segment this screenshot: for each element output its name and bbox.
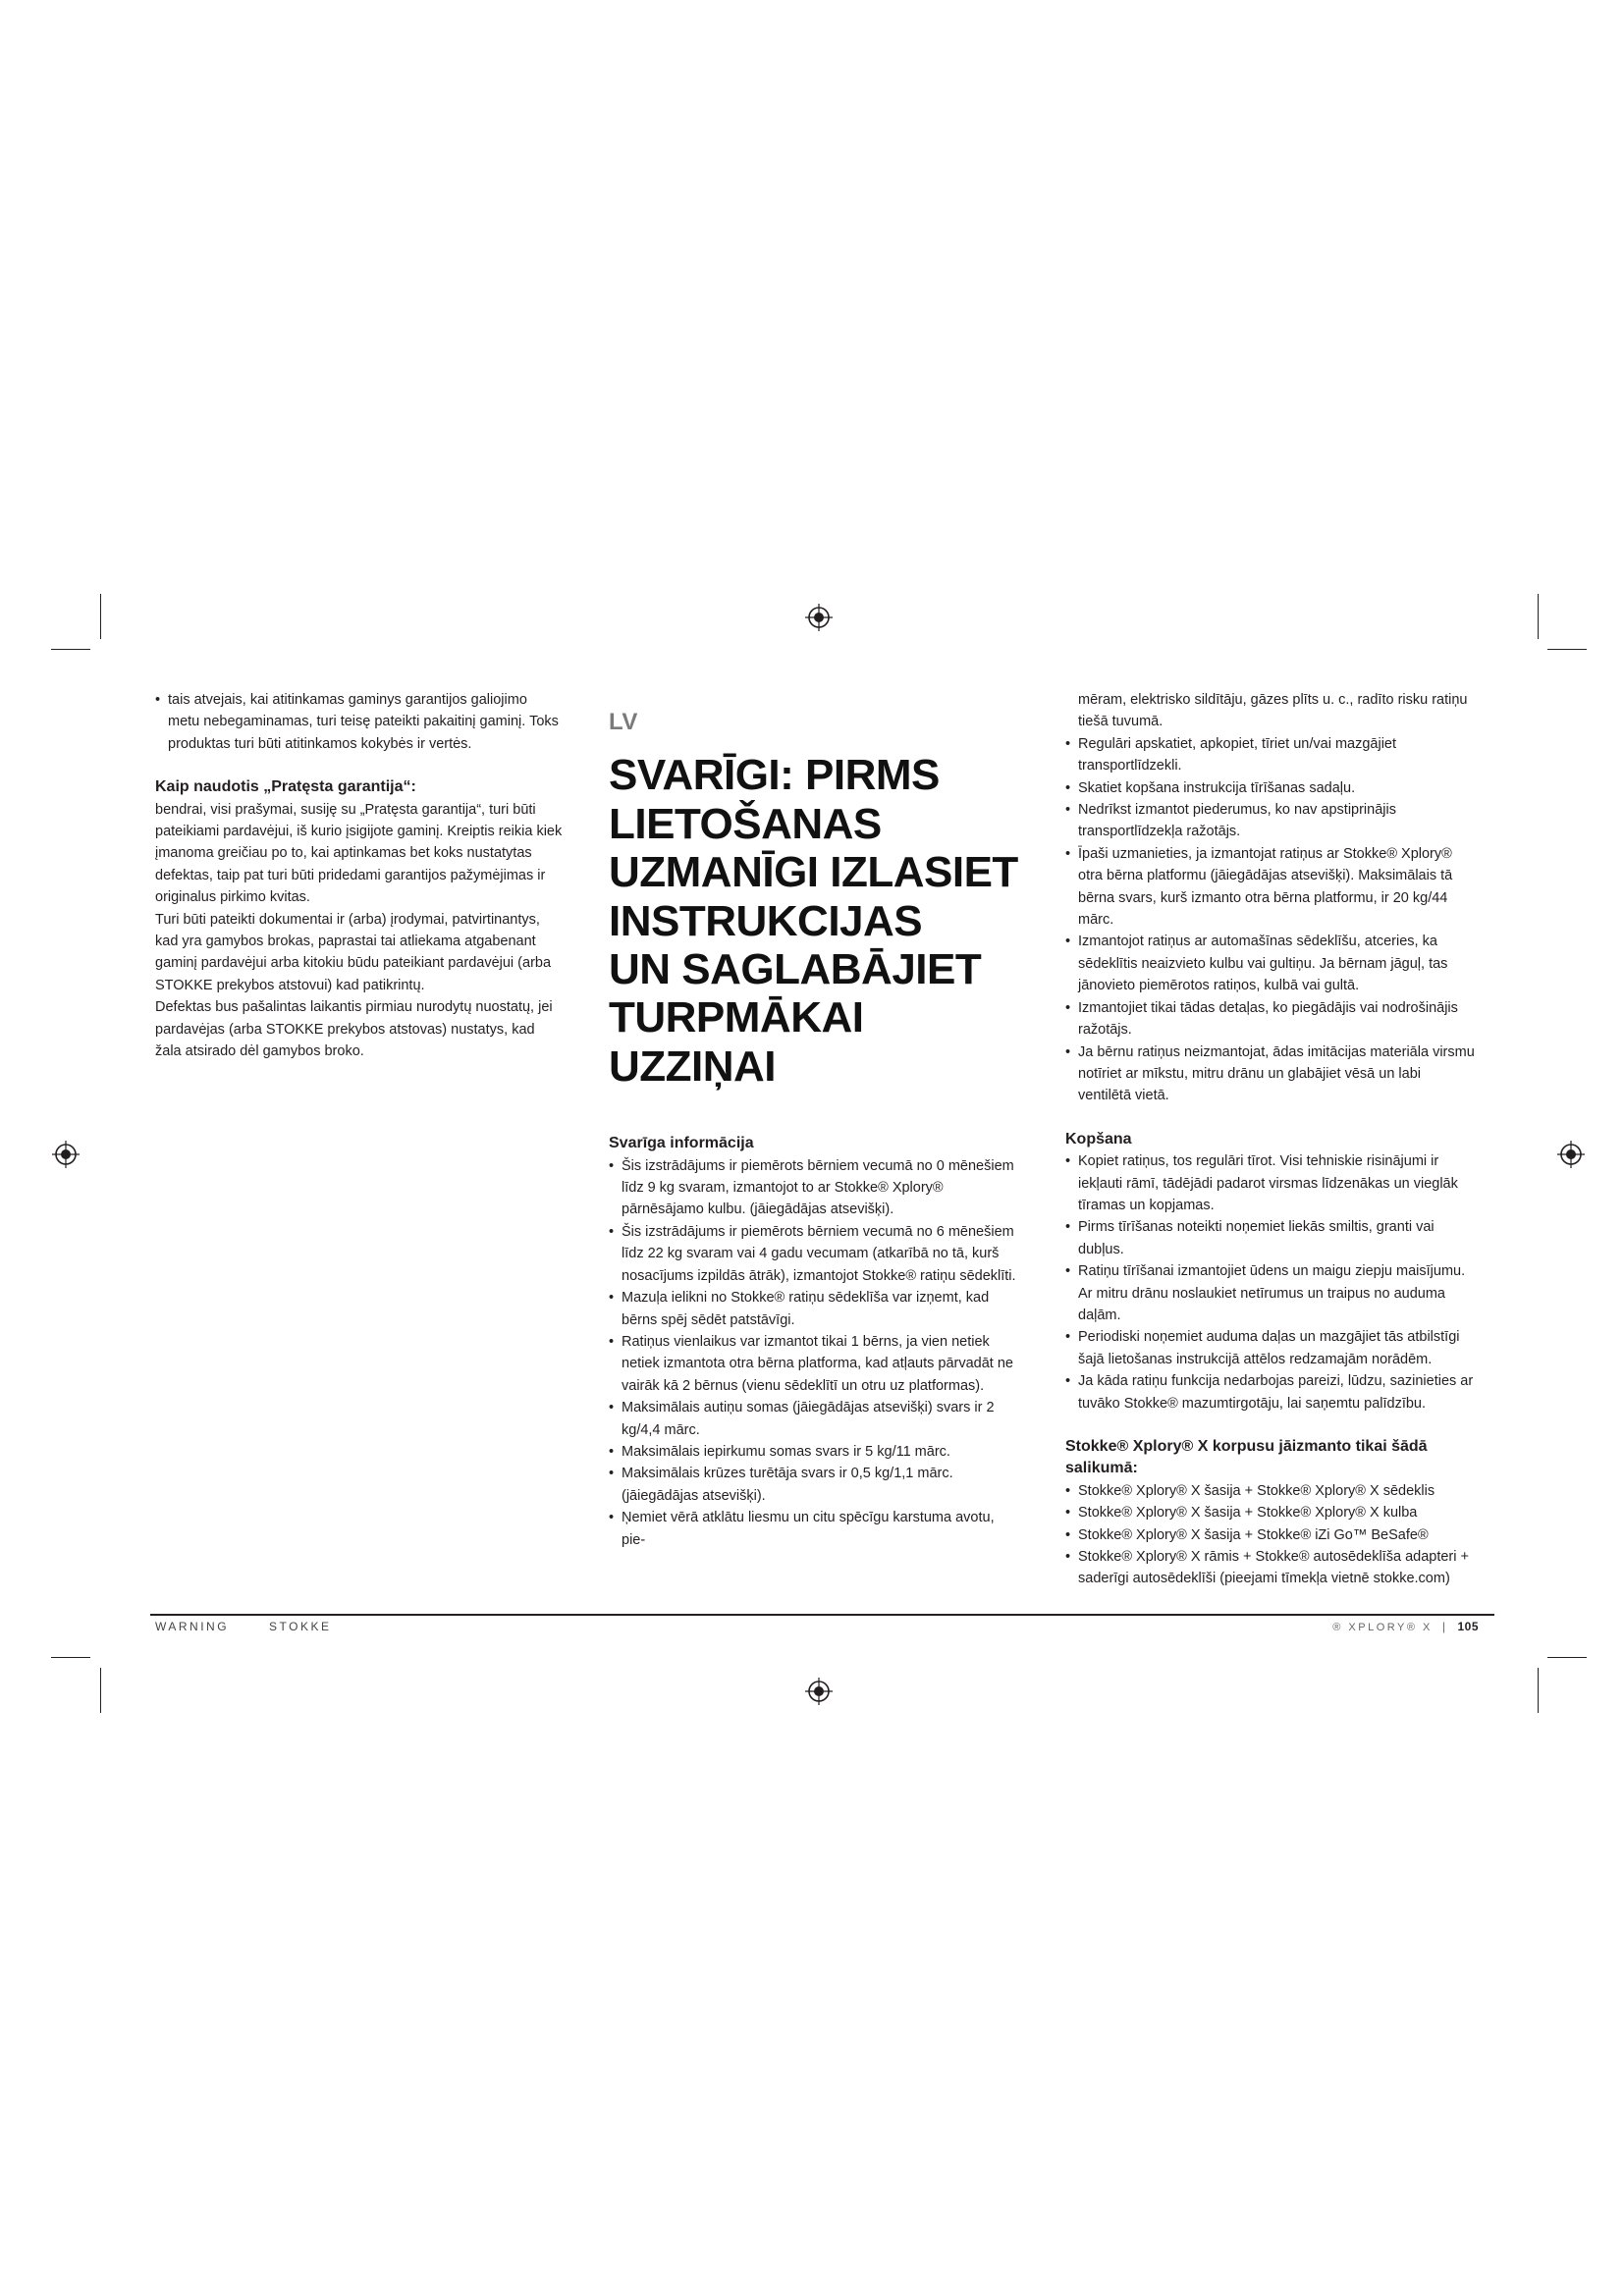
crop-mark-br-h xyxy=(1547,1657,1587,1658)
footer-rule xyxy=(150,1614,1494,1616)
title-line: UN SAGLABĀJIET xyxy=(609,945,982,994)
list-item: • Šis izstrādājums ir piemērots bērniem vecumā no 6 mēnešiem līdz 22 kg svaram vai 4 gadu vecumam (atkarībā no tā, kurš nosacījums izpildās ātrāk), izmantojot Stokke® ratiņu sēdeklīti. xyxy=(609,1221,1021,1287)
list-item: • Ratiņus vienlaikus var izmantot tikai 1 bērns, ja vien netiek netiek izmantota otra bērna platforma, kad atļauts pārvadāt ne vairāk kā 2 bērnus (vienu sēdeklītī un otru uz platformas). xyxy=(609,1331,1021,1397)
list-item: • Maksimālais autiņu somas (jāiegādājas atsevišķi) svars ir 2 kg/4,4 mārc. xyxy=(609,1397,1021,1441)
column-left xyxy=(155,689,563,1063)
list-item: • Ja bērnu ratiņus neizmantojat, ādas imitācijas materiāla virsmu notīriet ar mīkstu, mitru drānu un glabājiet vēsā un labi ventilētā vietā. xyxy=(1065,1041,1478,1107)
list-item: • Ja kāda ratiņu funkcija nedarbojas pareizi, lūdzu, sazinieties ar tuvāko Stokke® mazumtirgotāju, lai saņemtu palīdzību. xyxy=(1065,1370,1478,1415)
list-item: • Periodiski noņemiet auduma daļas un mazgājiet tās atbilstīgi šajā lietošanas instrukcijā attēlos redzamajām norādēm. xyxy=(1065,1326,1478,1370)
list-item: • Nedrīkst izmantot piederumus, ko nav apstiprinājis transportlīdzekļa ražotājs. xyxy=(1065,799,1478,843)
registration-mark-bottom xyxy=(804,1677,834,1706)
list-item: • Stokke® Xplory® X šasija + Stokke® iZi Go™ BeSafe® xyxy=(1065,1524,1478,1546)
list-item: • Regulāri apskatiet, apkopiet, tīriet un/vai mazgājiet transportlīdzekli. xyxy=(1065,733,1478,777)
list-item: • Mazuļa ielikni no Stokke® ratiņu sēdeklīša var izņemt, kad bērns spēj sēdēt patstāvīgi. xyxy=(609,1287,1021,1331)
paragraph: bendrai, visi prašymai, susiję su „Pratęsta garantija“, turi būti pateikiami pardavėjui, iš kurio įsigijote gaminį. Kreiptis reikia kiek įmanoma greičiau po to, kai aptinkamas bet koks nustatytas defektas, taip pat turi būti pridedami garantijos pažymėjimas ir originalus pirkimo kvitas. xyxy=(155,801,563,906)
list-item: • Īpaši uzmanieties, ja izmantojat ratiņus ar Stokke® Xplory® otra bērna platformu (jāiegādājas atsevišķi). Maksimālais tā bērna svars, kurš izmanto otra bērna platformu, ir 20 kg/44 mārc. xyxy=(1065,843,1478,932)
page-title xyxy=(609,751,1021,1091)
title-line: INSTRUKCIJAS xyxy=(609,896,923,945)
crop-mark-tl-v xyxy=(100,594,101,639)
list-item: • Ratiņu tīrīšanai izmantojiet ūdens un maigu ziepju maisījumu. Ar mitru drānu noslaukiet netīrumus un traipus no auduma daļām. xyxy=(1065,1260,1478,1326)
list-item: • tais atvejais, kai atitinkamas gaminys garantijos galiojimo metu nebegaminamas, turi teisę pateikti pakaitinį gaminį. Toks produktas turi būti atitinkamos kokybės ir vertės. xyxy=(155,689,563,755)
paragraph: Defektas bus pašalintas laikantis pirmiau nurodytų nuostatų, jei pardavėjas (arba STOKKE prekybos atstovas) nustatys, kad žala atsirado dėl gamybos broko. xyxy=(155,999,553,1060)
column-right xyxy=(1065,689,1478,1590)
list-item: • Šis izstrādājums ir piemērots bērniem vecumā no 0 mēnešiem līdz 9 kg svaram, izmantojot to ar Stokke® Xplory® pārnēsājamo kulbu. (jāiegādājas atsevišķi). xyxy=(609,1155,1021,1221)
list-item: • Izmantojot ratiņus ar automašīnas sēdeklīšu, atceries, ka sēdeklītis neaizvieto kulbu vai gultiņu. Ja bērnam jāguļ, tas jānovieto piemērotos ratiņos, kulbā vai gultā. xyxy=(1065,931,1478,996)
paragraph-continuation: mēram, elektrisko sildītāju, gāzes plīts u. c., radīto risku ratiņu tiešā tuvumā. xyxy=(1078,692,1468,730)
list-item: • Stokke® Xplory® X šasija + Stokke® Xplory® X kulba xyxy=(1065,1502,1478,1523)
section-heading: Kaip naudotis „Pratęsta garantija“: xyxy=(155,778,416,796)
list-item: • Maksimālais iepirkumu somas svars ir 5 kg/11 mārc. xyxy=(609,1441,1021,1463)
crop-mark-tr-v xyxy=(1538,594,1539,639)
page-number: 105 xyxy=(1457,1620,1479,1633)
list-item: • Stokke® Xplory® X šasija + Stokke® Xplory® X sēdeklis xyxy=(1065,1480,1478,1502)
column-middle xyxy=(609,689,1021,1551)
list-item: • Kopiet ratiņus, tos regulāri tīrot. Visi tehniskie risinājumi ir iekļauti rāmī, tādējādi padarot virsmas līdzenākas un vieglāk tīramas un kopjamas. xyxy=(1065,1150,1478,1216)
title-line: UZMANĪGI IZLASIET xyxy=(609,848,1018,897)
paragraph: Turi būti pateikti dokumentai ir (arba) įrodymai, patvirtinantys, kad yra gamybos brokas, paprastai tai atliekama atgabenant gaminį pardavėjui arba kitokiu būdu pateikiant pardavėjui (arba STOKKE prekybos atstovui) kad patikrintų. xyxy=(155,911,552,993)
title-line: SVARĪGI: PIRMS xyxy=(609,751,940,800)
list-item: • Izmantojiet tikai tādas detaļas, ko piegādājis vai nodrošinājis ražotājs. xyxy=(1065,997,1478,1041)
section-heading: Stokke® Xplory® X korpusu jāizmanto tikai šādā salikumā: xyxy=(1065,1438,1428,1477)
section-heading: Kopšana xyxy=(1065,1130,1132,1148)
registration-mark-right xyxy=(1556,1140,1586,1169)
registration-mark-left xyxy=(51,1140,81,1169)
footer-product-name: ® XPLORY® X xyxy=(1332,1622,1433,1633)
language-code: LV xyxy=(609,709,638,735)
crop-mark-tr-h xyxy=(1547,649,1587,650)
list-item: • Skatiet kopšana instrukcija tīrīšanas sadaļu. xyxy=(1065,777,1478,799)
section-heading: Svarīga informācija xyxy=(609,1135,754,1152)
crop-mark-bl-v xyxy=(100,1668,101,1713)
title-line: LIETOŠANAS xyxy=(609,799,882,848)
footer-product xyxy=(1332,1620,1479,1633)
crop-mark-bl-h xyxy=(51,1657,90,1658)
footer-brand: STOKKE xyxy=(269,1620,332,1633)
crop-mark-tl-h xyxy=(51,649,90,650)
list-item: • Maksimālais krūzes turētāja svars ir 0,5 kg/1,1 mārc.(jāiegādājas atsevišķi). xyxy=(609,1463,1021,1507)
title-line: TURPMĀKAI UZZIŅAI xyxy=(609,993,864,1091)
registration-mark-top xyxy=(804,603,834,632)
list-item: • Ņemiet vērā atklātu liesmu un citu spēcīgu karstuma avotu, pie- xyxy=(609,1507,1021,1551)
list-item: • Pirms tīrīšanas noteikti noņemiet liekās smiltis, granti vai dubļus. xyxy=(1065,1216,1478,1260)
list-item: • Stokke® Xplory® X rāmis + Stokke® autosēdeklīša adapteri + saderīgi autosēdeklīši (pieejami tīmekļa vietnē stokke.com) xyxy=(1065,1546,1478,1590)
footer-warning: WARNING xyxy=(155,1620,230,1633)
footer-separator: | xyxy=(1441,1620,1448,1633)
crop-mark-br-v xyxy=(1538,1668,1539,1713)
